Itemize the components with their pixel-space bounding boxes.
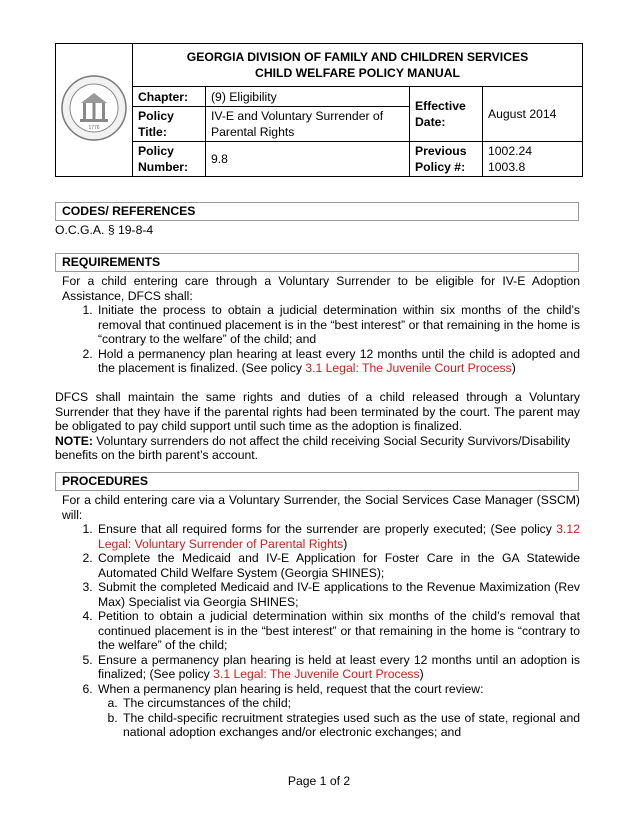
codes-text: O.C.G.A. § 19-8-4 — [55, 223, 154, 237]
effective-value: August 2014 — [483, 87, 583, 142]
requirements-body — [62, 274, 580, 376]
requirements-paragraph — [55, 390, 580, 463]
codes-heading: CODES/ REFERENCES — [55, 202, 579, 221]
previous-policy-value — [483, 142, 583, 177]
previous-policy-1: 1002.24 — [488, 144, 533, 158]
previous-policy-2: 1003.8 — [488, 160, 526, 174]
rights-paragraph: DFCS shall maintain the same rights and duties of a child released through a Voluntary Surrender that they have if the parental rights had been terminated by the court. The parent may be obligated to pay child support until such time as the adoption is finalized. — [55, 390, 580, 433]
procedures-item-1: 1. Ensure that all required forms for the surrender are properly executed; (See policy 3.12 Legal: Voluntary Surrender of Parental Rights) — [96, 522, 580, 551]
policy-title-label: Policy Title: — [133, 107, 206, 142]
procedures-body — [62, 493, 580, 740]
manual-title — [133, 44, 583, 87]
procedures-item-3: 3. Submit the completed Medicaid and IV-E applications to the Revenue Maximization (Rev Max) Specialist via Georgia SHINES; — [96, 580, 580, 609]
svg-text:1776: 1776 — [88, 125, 100, 131]
chapter-label: Chapter: — [133, 87, 206, 107]
title-line-1: GEORGIA DIVISION OF FAMILY AND CHILDREN SERVICES — [186, 50, 529, 64]
juvenile-court-link[interactable]: 3.1 Legal: The Juvenile Court Process — [305, 361, 512, 375]
procedures-item-6: 6. When a permanency plan hearing is held, request that the court review: a. The circumstances of the child; b. The child-specific recruitment strategies used such as the use of state, regional and national adoption exchanges and/or electronic exchanges; and — [96, 682, 580, 740]
policy-number-label: Policy Number: — [133, 142, 206, 177]
procedures-item-5: 5. Ensure a permanency plan hearing is held at least every 12 months until an adoption is finalized; (See policy 3.1 Legal: The Juvenile Court Process) — [96, 653, 580, 682]
procedures-heading: PROCEDURES — [55, 472, 579, 491]
header-table — [55, 43, 583, 177]
effective-label: Effective Date: — [410, 87, 483, 142]
page-number: Page 1 of 2 — [287, 774, 351, 788]
requirements-item-2: 2. Hold a permanency plan hearing at least every 12 months until the child is adopted and the placement is finalized. (See policy 3.1 Legal: The Juvenile Court Process) — [96, 347, 580, 376]
procedures-item-6a: a. The circumstances of the child; — [121, 696, 580, 711]
title-line-2: CHILD WELFARE POLICY MANUAL — [255, 66, 460, 80]
requirements-item-1: 1. Initiate the process to obtain a judicial determination within six months of the child’s removal that continued placement is in the “best interest” or that remaining in the home is “contrary to the welfare” of the child; and — [96, 303, 580, 347]
procedures-list — [62, 522, 580, 740]
chapter-value: (9) Eligibility — [206, 87, 410, 107]
previous-policy-label: Previous Policy #: — [410, 142, 483, 177]
georgia-seal-icon — [59, 73, 129, 143]
procedures-sublist — [98, 696, 580, 740]
procedures-item-6b: b. The child-specific recruitment strategies used such as the use of state, regional and national adoption exchanges and/or electronic exchanges; and — [121, 711, 580, 740]
voluntary-surrender-link[interactable]: 3.12 Legal: Voluntary Surrender of Parental Rights — [98, 522, 580, 551]
state-seal-cell — [56, 44, 133, 177]
note-paragraph — [55, 434, 580, 463]
procedures-intro: For a child entering care via a Voluntary Surrender, the Social Services Case Manager (SSCM) will: — [62, 493, 580, 522]
requirements-heading: REQUIREMENTS — [55, 253, 579, 272]
juvenile-court-link-2[interactable]: 3.1 Legal: The Juvenile Court Process — [213, 667, 420, 681]
note-text: Voluntary surrenders do not affect the child receiving Social Security Survivors/Disability benefits on the birth parent’s account. — [55, 433, 571, 462]
policy-title-value: IV-E and Voluntary Surrender of Parental Rights — [206, 107, 410, 142]
requirements-intro: For a child entering care through a Voluntary Surrender to be eligible for IV-E Adoption Assistance, DFCS shall: — [62, 274, 580, 303]
procedures-item-2: 2. Complete the Medicaid and IV-E Application for Foster Care in the GA Statewide Automated Child Welfare System (Georgia SHINES); — [96, 551, 580, 580]
requirements-list — [62, 303, 580, 376]
policy-number-value: 9.8 — [206, 142, 410, 177]
procedures-item-4: 4. Petition to obtain a judicial determination within six months of the child’s removal that continued placement is in the “best interest” or that remaining in the home is “contrary to the welfare” of the child; — [96, 609, 580, 653]
note-label: NOTE: — [55, 433, 93, 448]
